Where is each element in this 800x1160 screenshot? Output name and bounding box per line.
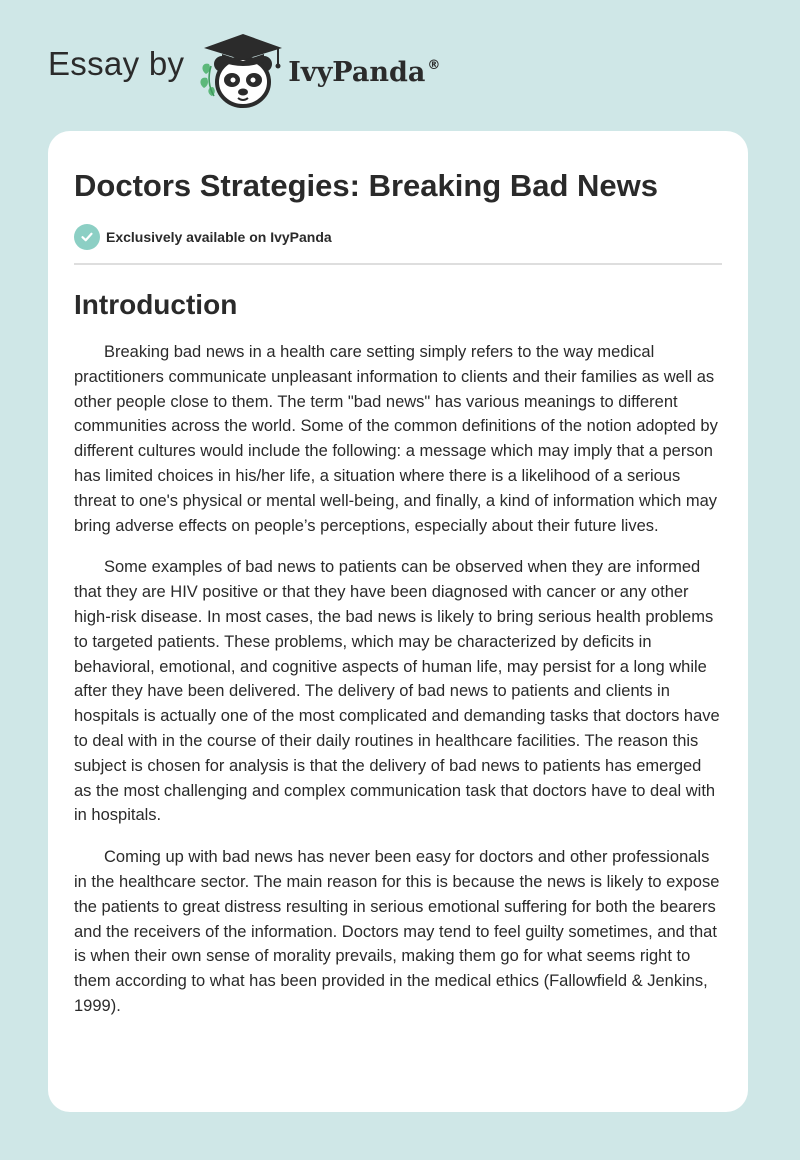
brand-name: IvyPanda ®: [288, 56, 441, 88]
article-title: Doctors Strategies: Breaking Bad News: [74, 168, 659, 203]
badge-text: Exclusively available on IvyPanda: [106, 229, 332, 245]
paragraph: Some examples of bad news to patients can be observed when they are informed that they are HIV positive or that they have been diagnosed with cancer or any other high-risk disease. In most cases, the bad news is likely to bring serious health problems to targeted patients. These problems, which may be characterized by deficits in behavioral, emotional, and cognitive aspects of human life, may persist for a long while after they have been delivered. The delivery of bad news to patients and clients in hospitals is actually one of the most complicated and demanding tasks that doctors have to deal with in the course of their daily routines in healthcare facilities. The reason this subject is chosen for analysis is that the delivery of bad news to patients has emerged as the most challenging and complex communication task that doctors have to deal with in hospitals.: [74, 558, 720, 825]
check-icon: [74, 224, 100, 250]
divider: [74, 263, 722, 265]
article-card: [48, 131, 748, 1112]
registered-mark: ®: [427, 57, 441, 73]
brand-prefix: Essay by: [48, 45, 185, 82]
paragraph: Breaking bad news in a health care setting simply refers to the way medical practitioners communicate unpleasant information to clients and their families as well as other people close to them. The term "bad news" has various meanings to different communities across the world. Some of the common definitions of the notion adopted by different cultures would include the following: a message which may imply that a person has limited choices in his/her life, a situation where there is a likelihood of a serious threat to one's physical or mental well-being, and finally, a kind of information which may bring adverse effects on people’s perceptions, especially about their future lives.: [74, 343, 718, 535]
exclusive-badge: [74, 224, 722, 250]
section-heading: Introduction: [74, 289, 238, 320]
paragraph: Coming up with bad news has never been easy for doctors and other professionals in the healthcare sector. The main reason for this is because the news is likely to expose the patients to great distress resulting in serious emotional suffering for both the bearers and the receivers of the information. Doctors may tend to feel guilty sometimes, and that is when their own sense of morality prevails, making them go for what seems right to them according to what has been provided in the medical ethics (Fallowfield & Jenkins, 1999).: [74, 848, 720, 1015]
article-body: [74, 340, 722, 1019]
brand-header[interactable]: [48, 30, 440, 110]
panda-logo-icon: [198, 30, 284, 110]
